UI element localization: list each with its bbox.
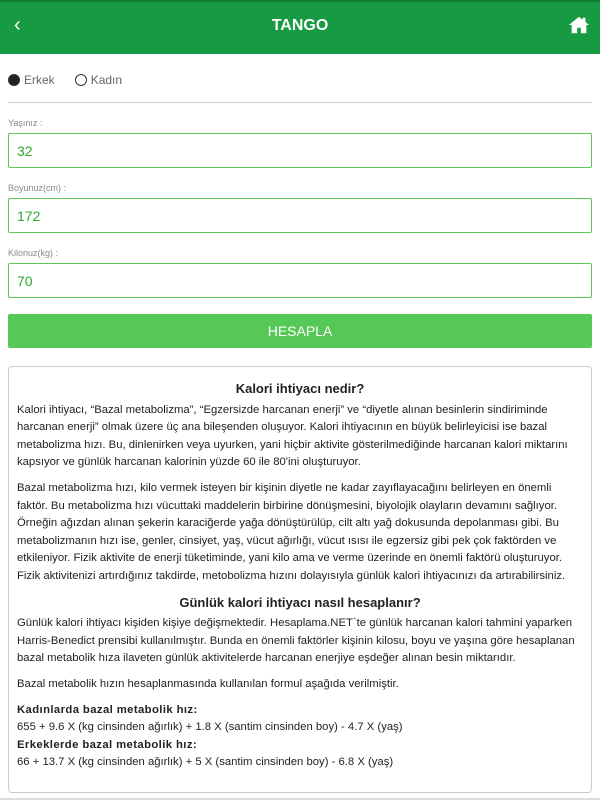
calculate-button[interactable]: HESAPLA	[8, 314, 592, 348]
weight-label: Kilonuz(kg) :	[8, 248, 59, 258]
info-paragraph: Kalori ihtiyacı, “Bazal metabolizma”, “Egzersizde harcanan enerji” ve “diyetle alınan besinlerin sindiriminde harcanan enerji” olmak üzere üç ana bileşenden oluşuyor. Kalori ihtiyacının en büyük belirleyicisi ise bazal metabolizma hızı. Bu, dinlenirken veya uyurken, yani hiçbir aktivite gösterilmediğinde harcanan kalori miktarını kapsıyor ve günlük harcanan kalorinin yüzde 60 ile 80'ini oluşturuyor.	[17, 403, 568, 469]
gender-radio-group	[8, 73, 122, 87]
women-formula: 655 + 9.6 X (kg cinsinden ağırlık) + 1.8 X (santim cinsinden boy) - 4.7 X (yaş)	[17, 721, 403, 734]
women-formula-title: Kadınlarda bazal metabolik hız:	[17, 703, 198, 716]
divider	[8, 102, 592, 103]
height-label: Boyunuz(cm) :	[8, 183, 67, 193]
height-input[interactable]: 172	[8, 198, 592, 233]
men-formula: 66 + 13.7 X (kg cinsinden ağırlık) + 5 X (santim cinsinden boy) - 6.8 X (yaş)	[17, 756, 394, 769]
radio-erkek[interactable]	[8, 73, 55, 87]
radio-label: Kadın	[90, 73, 123, 87]
weight-input[interactable]: 70	[8, 263, 592, 298]
radio-label: Erkek	[24, 73, 55, 87]
info-paragraph: Bazal metabolizma hızı, kilo vermek isteyen bir kişinin diyetle ne kadar zayıflayacağını belirleyen en önemli faktör. Bu metabolizma hızı vücuttaki maddelerin birbirine dönüşmesini, biyolojik olayların devamını sağlıyor. Örneğin ağızdan alınan şekerin karaciğerde yağa dönüştürülüp, cilt altı yağ dokusunda depolanması gibi. Bu metabolizmanın hızı ise, genler, cinsiyet, yaş, vücut ağırlığı, vücut ısısı ile egzersiz gibi pek çok faktörden ve etkileniyor. Fizik aktivite de enerji tüketiminde, yani kilo ama ve verme üzerinde en önemli faktörü oluşturuyor. Fizik aktivitenizi artırdığınız takdirde, metobolizma hızını dolayısıyla günlük kalori ihtiyacınızı da artırabilirsiniz.	[17, 481, 566, 582]
home-icon[interactable]	[568, 14, 590, 36]
radio-kadin[interactable]	[75, 73, 122, 87]
info-heading: Kalori ihtiyacı nedir?	[235, 381, 365, 396]
info-paragraph: Bazal metabolik hızın hesaplanmasında kullanılan formul aşağıda verilmiştir.	[17, 677, 399, 690]
info-paragraph: Günlük kalori ihtiyacı kişiden kişiye değişmektedir. Hesaplama.NET`te günlük harcanan kalori tahmini yaparken Harris-Benedict prensibi kullanılmıştır. Bunda en önemli faktörler kişinin kilosu, boyu ve yaşına göre hesaplanan bazal metabolik hıza ilaveten günlük aktivitelerde harcanan enerjiye eşdeğer alınan besin miktarıdır.	[17, 617, 575, 665]
info-panel	[8, 366, 592, 793]
age-input[interactable]: 32	[8, 133, 592, 168]
radio-checked-icon[interactable]	[8, 74, 20, 86]
page-title: TANGO	[271, 17, 329, 34]
men-formula-title: Erkeklerde bazal metabolik hız:	[17, 738, 198, 751]
age-label: Yaşınız :	[8, 118, 43, 128]
chevron-left-icon[interactable]: ‹	[14, 14, 21, 36]
radio-unchecked-icon[interactable]	[75, 74, 87, 86]
info-heading: Günlük kalori ihtiyacı nasıl hesaplanır?	[179, 594, 421, 610]
app-header	[0, 0, 600, 54]
